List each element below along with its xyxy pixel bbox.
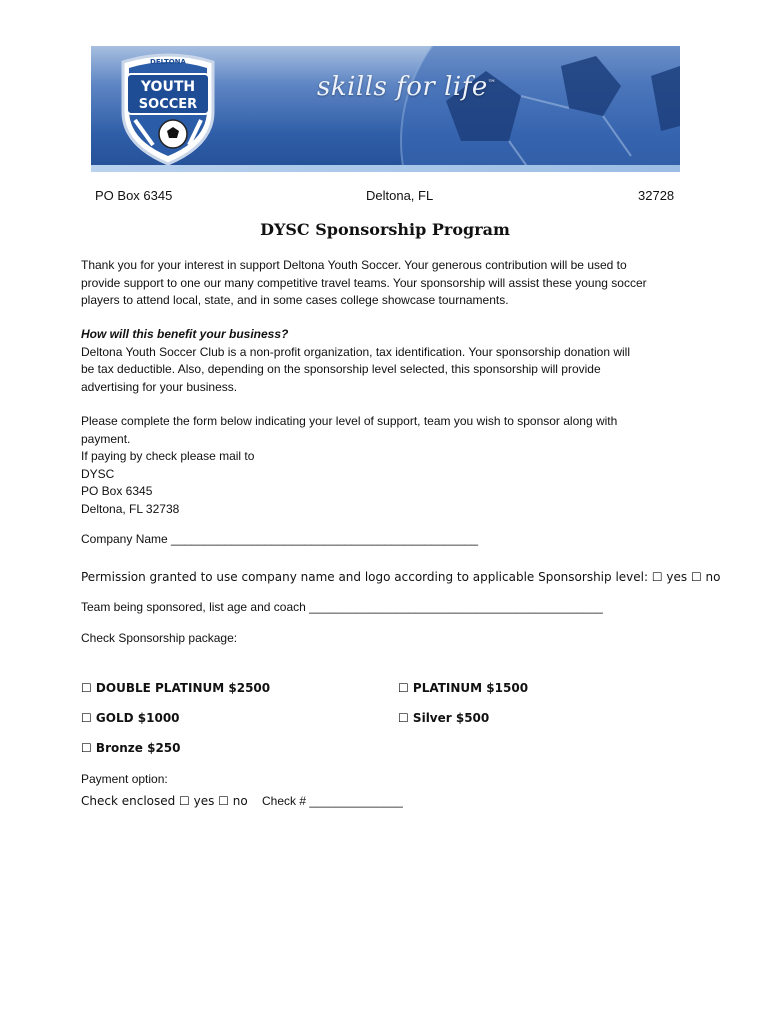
benefit-line: Deltona Youth Soccer Club is a non-profit organization, tax identification. Your sponsorship donation will — [81, 344, 631, 359]
permission-checkbox-row[interactable]: Permission granted to use company name and logo according to applicable Sponsorship level: ☐ yes ☐ no — [81, 570, 721, 584]
package-platinum-checkbox[interactable]: ☐ PLATINUM $1500 — [398, 681, 529, 695]
svg-text:SOCCER: SOCCER — [138, 97, 198, 112]
deltona-youth-soccer-crest — [113, 50, 223, 168]
check-enclosed-checkbox-row[interactable]: Check enclosed ☐ yes ☐ no — [81, 794, 248, 808]
benefit-section — [81, 326, 701, 396]
package-double-platinum-checkbox[interactable]: ☐ DOUBLE PLATINUM $2500 — [81, 681, 271, 695]
company-name-field[interactable]: Company Name ______________________________________________ — [81, 532, 479, 546]
package-label: Check Sponsorship package: — [81, 631, 238, 645]
payment-option-label: Payment option: — [81, 772, 168, 786]
address-city: Deltona, FL — [366, 188, 434, 203]
benefit-line: advertising for your business. — [81, 379, 238, 394]
instruction-line: payment. — [81, 431, 131, 446]
check-number-field[interactable]: Check # ______________ — [262, 794, 403, 808]
svg-text:YOUTH: YOUTH — [140, 79, 196, 95]
package-silver-checkbox[interactable]: ☐ Silver $500 — [398, 711, 490, 725]
header-banner — [91, 46, 680, 172]
instruction-line: If paying by check please mail to — [81, 449, 255, 463]
address-po-box: PO Box 6345 — [95, 188, 173, 203]
package-bronze-checkbox[interactable]: ☐ Bronze $250 — [81, 741, 181, 755]
mailing-city: Deltona, FL 32738 — [81, 501, 180, 516]
benefit-heading: How will this benefit your business? — [81, 327, 289, 341]
benefit-line: be tax deductible. Also, depending on the sponsorship level selected, this sponsorship will provide — [81, 362, 601, 376]
instructions-section — [81, 413, 701, 518]
intro-paragraph — [81, 257, 701, 310]
intro-line: Thank you for your interest in support Deltona Youth Soccer. Your generous contribution will be used to — [81, 258, 627, 272]
instruction-line: Please complete the form below indicating your level of support, team you wish to sponsor along with — [81, 414, 618, 428]
intro-line: provide support to one our many competitive travel teams. Your sponsorship will assist these young soccer — [81, 275, 647, 290]
banner-bottom-strip — [91, 165, 680, 172]
mailing-name: DYSC — [81, 466, 115, 481]
team-sponsored-field[interactable]: Team being sponsored, list age and coach ____________________________________________ — [81, 600, 603, 614]
mailing-po-box: PO Box 6345 — [81, 484, 153, 498]
address-zip: 32728 — [638, 188, 675, 203]
intro-line: players to attend local, state, and in some cases college showcase tournaments. — [81, 293, 509, 307]
svg-text:DELTONA: DELTONA — [150, 58, 186, 66]
package-gold-checkbox[interactable]: ☐ GOLD $1000 — [81, 711, 180, 725]
page-title: DYSC Sponsorship Program — [260, 220, 510, 239]
banner-tagline: skills for life™ — [317, 72, 497, 102]
